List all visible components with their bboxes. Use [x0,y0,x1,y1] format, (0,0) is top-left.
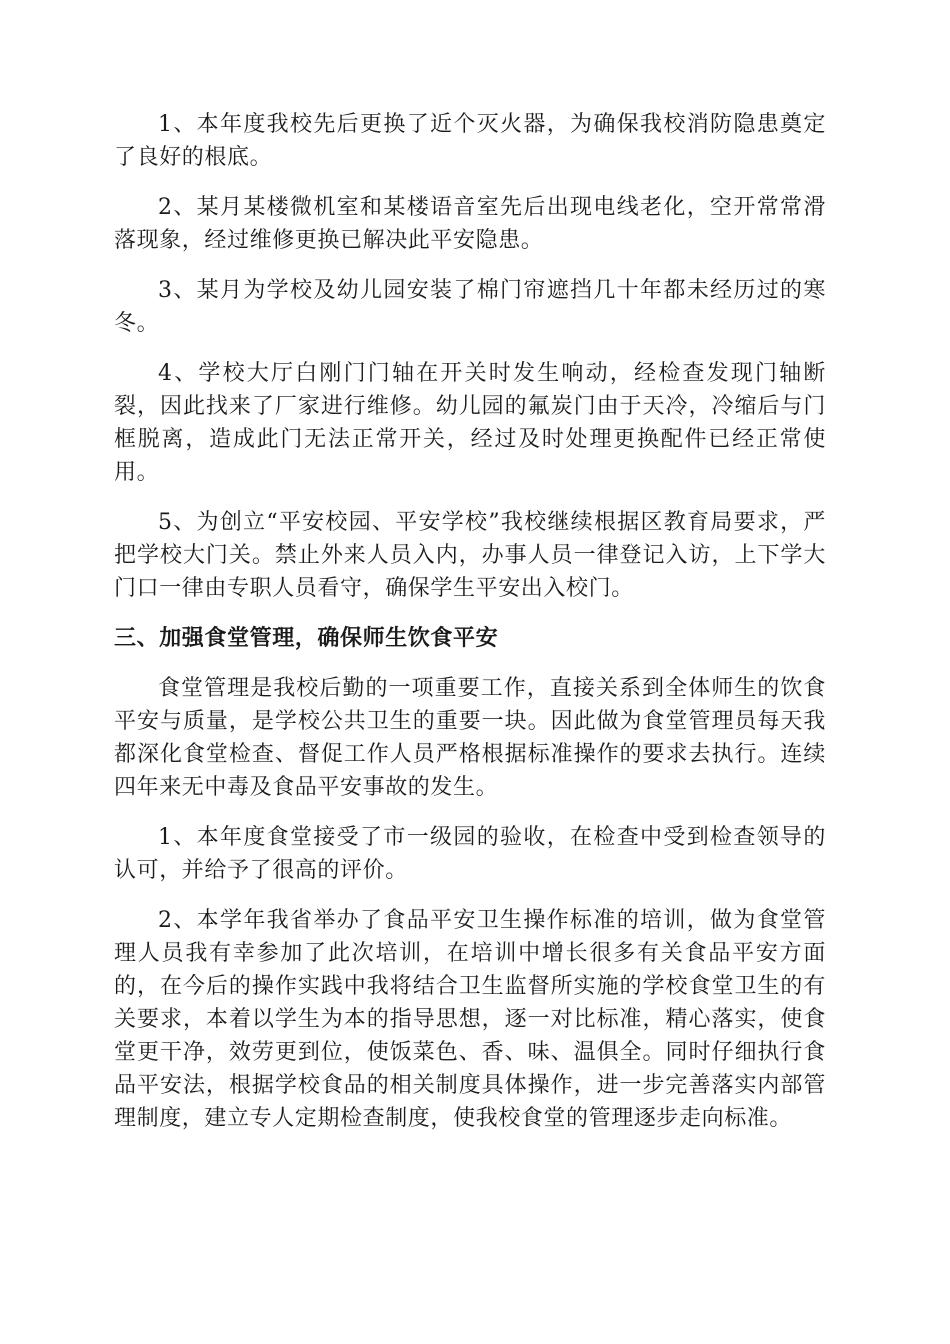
paragraph-fire-extinguishers: 1、本年度我校先后更换了近个灭火器，为确保我校消防隐患奠定了良好的根底。 [114,112,826,170]
paragraph-door-repair: 4、学校大厅白刚门门轴在开关时发生响动，经检查发现门轴断裂，因此找来了厂家进行维修。幼儿园的氟炭门由于天冷，冷缩后与门框脱离，造成此门无法正常开关，经过及时处理更换配件已经正常使用。 [114,361,826,485]
paragraph-canteen-inspection: 1、本年度食堂接受了市一级园的验收，在检查中受到检查领导的认可，并给予了很高的评价。 [114,825,826,883]
paragraph-school-gate: 5、为创立“平安校园、平安学校”我校继续根据区教育局要求，严把学校大门关。禁止外来人员入内，办事人员一律登记入访，上下学大门口一律由专职人员看守，确保学生平安出入校门。 [114,510,826,601]
paragraph-canteen-training: 2、本学年我省举办了食品平安卫生操作标准的培训，做为食堂管理人员我有幸参加了此次培训，在培训中增长很多有关食品平安方面的，在今后的操作实践中我将结合卫生监督所实施的学校食堂卫生的有关要求，本着以学生为本的指导思想，逐一对比标准，精心落实，使食堂更干净，效劳更到位，使饭菜色、香、味、温俱全。同时仔细执行食品平安法，根据学校食品的相关制度具体操作，进一步完善落实内部管理制度，建立专人定期检查制度，使我校食堂的管理逐步走向标准。 [114,908,826,1131]
section-heading: 三、加强食堂管理，确保师生饮食平安 [114,626,499,651]
paragraph-door-curtains: 3、某月为学校及幼儿园安装了棉门帘遮挡几十年都未经历过的寒冬。 [114,278,826,336]
paragraph-canteen-intro: 食堂管理是我校后勤的一项重要工作，直接关系到全体师生的饮食平安与质量，是学校公共卫生的重要一块。因此做为食堂管理员每天我都深化食堂检查、督促工作人员严格根据标准操作的要求去执行。连续四年来无中毒及食品平安事故的发生。 [114,676,826,800]
document-body [114,108,826,1152]
paragraph-wiring-repair: 2、某月某楼微机室和某楼语音室先后出现电线老化，空开常常滑落现象，经过维修更换已解决此平安隐患。 [114,195,826,253]
